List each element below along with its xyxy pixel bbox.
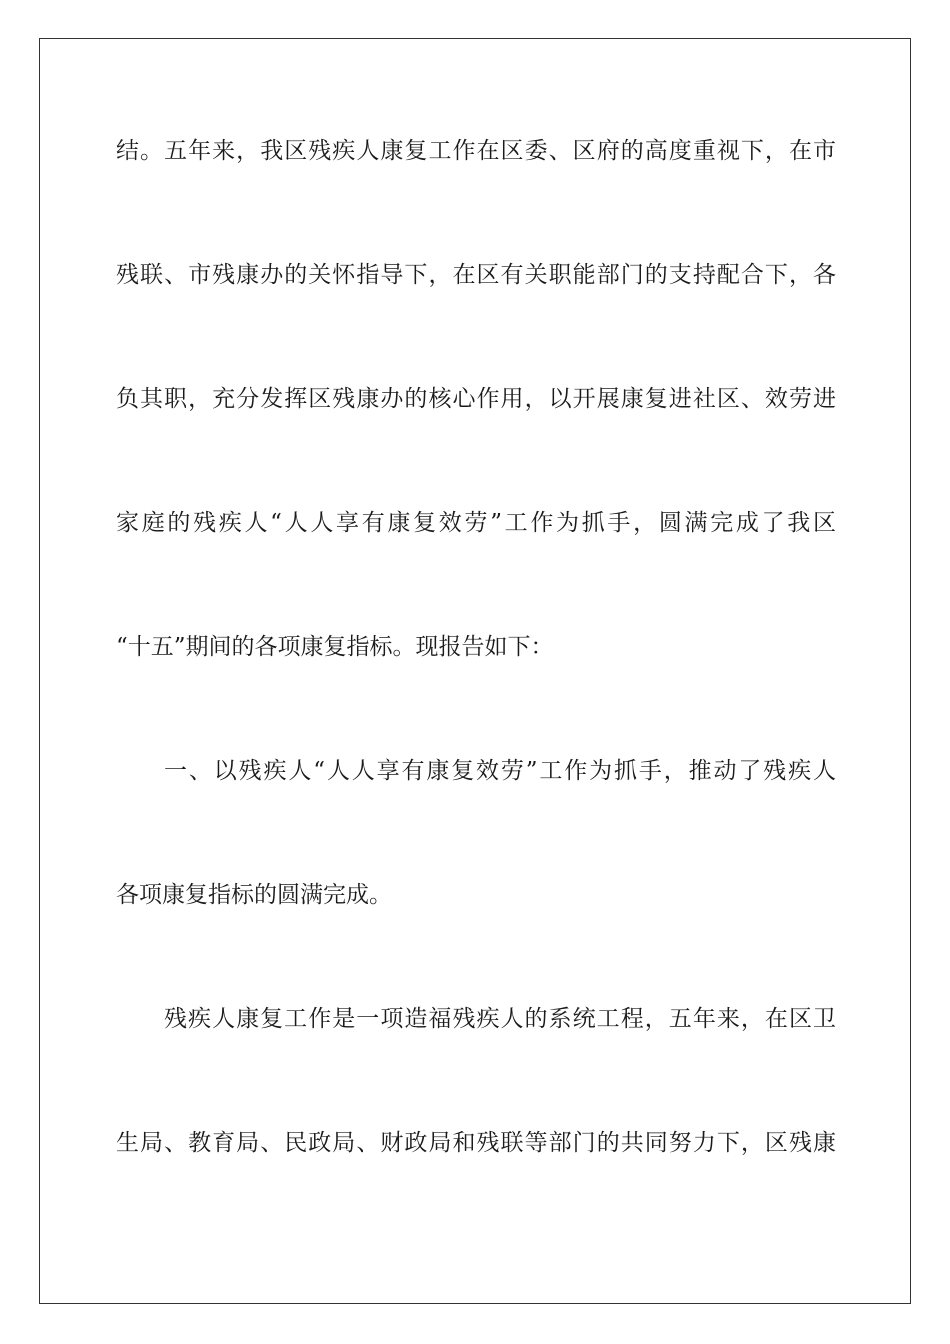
body-text-line: 残疾人康复工作是一项造福残疾人的系统工程，五年来，在区卫 <box>164 1006 836 1032</box>
body-text-line: “十五”期间的各项康复指标。现报告如下： <box>116 634 554 660</box>
page-border <box>39 38 911 1304</box>
body-text-line: 残联、市残康办的关怀指导下，在区有关职能部门的支持配合下，各 <box>116 262 836 288</box>
section-heading-line: 一、以残疾人“人人享有康复效劳”工作为抓手，推动了残疾人 <box>164 758 836 784</box>
body-text-line: 负其职，充分发挥区残康办的核心作用，以开展康复进社区、效劳进 <box>116 386 836 412</box>
body-text-line: 结。五年来，我区残疾人康复工作在区委、区府的高度重视下，在市 <box>116 138 836 164</box>
section-heading-line: 各项康复指标的圆满完成。 <box>116 882 392 908</box>
body-text-line: 家庭的残疾人“人人享有康复效劳”工作为抓手，圆满完成了我区 <box>116 510 836 536</box>
body-text-line: 生局、教育局、民政局、财政局和残联等部门的共同努力下，区残康 <box>116 1130 836 1156</box>
